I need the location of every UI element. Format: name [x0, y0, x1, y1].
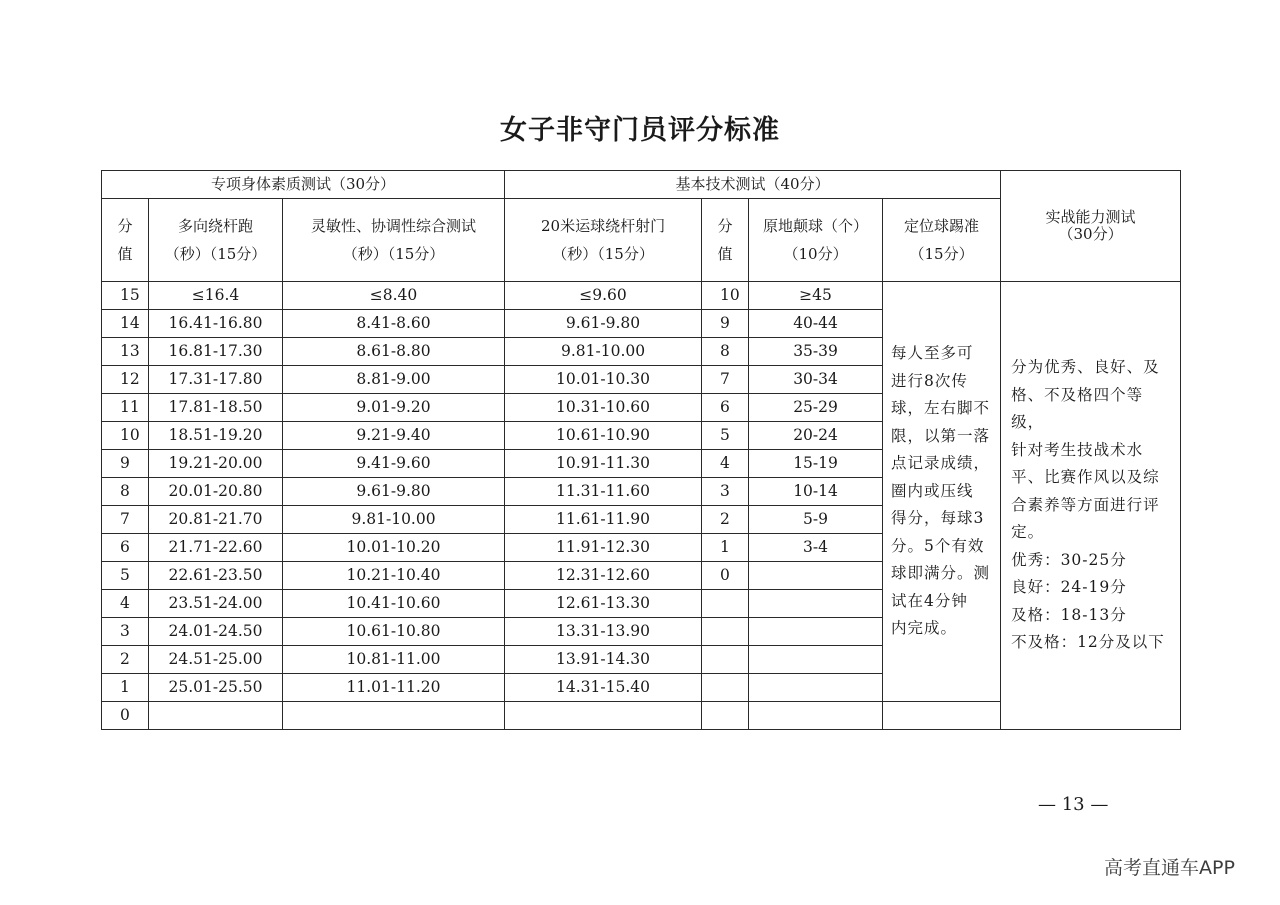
pole-run-cell: ≤16.4: [149, 282, 283, 310]
agility-header-line2: （秒）（15分）: [342, 245, 445, 263]
pole-run-cell: [149, 702, 283, 730]
agility-cell: 10.61-10.80: [283, 618, 505, 646]
agility-cell: 10.01-10.20: [283, 534, 505, 562]
technical-score-cell: 2: [702, 506, 749, 534]
technical-score-cell: [702, 674, 749, 702]
agility-cell: 10.41-10.60: [283, 590, 505, 618]
score-header-line1: 分: [117, 217, 133, 235]
page-title: 女子非守门员评分标准: [500, 115, 780, 146]
score-cell: 5: [102, 562, 149, 590]
technical-score-column-header: [702, 199, 749, 282]
agility-cell: 9.21-9.40: [283, 422, 505, 450]
juggle-cell: [749, 702, 883, 730]
pole-run-cell: 22.61-23.50: [149, 562, 283, 590]
pole-run-cell: 18.51-19.20: [149, 422, 283, 450]
agility-cell: [283, 702, 505, 730]
dribble-cell: 11.31-11.60: [505, 478, 702, 506]
dribble-cell: 14.31-15.40: [505, 674, 702, 702]
pole-run-cell: 23.51-24.00: [149, 590, 283, 618]
dribble-cell: 9.81-10.00: [505, 338, 702, 366]
juggle-header-line2: （10分）: [783, 245, 848, 263]
score-cell: 15: [102, 282, 149, 310]
practical-note: [1001, 282, 1181, 730]
pole-run-cell: 21.71-22.60: [149, 534, 283, 562]
pole-run-cell: 17.31-17.80: [149, 366, 283, 394]
agility-cell: 9.61-9.80: [283, 478, 505, 506]
dribble-cell: 13.31-13.90: [505, 618, 702, 646]
score-cell: 4: [102, 590, 149, 618]
technical-score-cell: [702, 646, 749, 674]
score-cell: 2: [102, 646, 149, 674]
group-practical-header: [1001, 171, 1181, 282]
group-header-row: [102, 171, 1181, 199]
pole-run-cell: 25.01-25.50: [149, 674, 283, 702]
technical-score-cell: 10: [702, 282, 749, 310]
pole-run-header-line1: 多向绕杆跑: [177, 217, 253, 235]
technical-score-cell: 7: [702, 366, 749, 394]
pole-run-cell: 20.01-20.80: [149, 478, 283, 506]
technical-score-cell: [702, 590, 749, 618]
juggle-cell: 25-29: [749, 394, 883, 422]
dribble-header-line1: 20米运球绕杆射门: [540, 217, 666, 235]
juggle-cell: [749, 646, 883, 674]
juggle-cell: 5-9: [749, 506, 883, 534]
score-cell: 13: [102, 338, 149, 366]
practical-note-line: 及格：18-13分: [1011, 605, 1127, 624]
kick-column-header: [883, 199, 1001, 282]
score-cell: 0: [102, 702, 149, 730]
juggle-cell: 35-39: [749, 338, 883, 366]
score-header-line2: 值: [117, 245, 133, 263]
dribble-cell: 12.31-12.60: [505, 562, 702, 590]
score-cell: 8: [102, 478, 149, 506]
juggle-cell: 30-34: [749, 366, 883, 394]
group-technical-header: 基本技术测试（40分）: [505, 171, 1001, 199]
score-cell: 6: [102, 534, 149, 562]
page-number: — 13 —: [1038, 794, 1109, 815]
technical-score-cell: 3: [702, 478, 749, 506]
pole-run-cell: 17.81-18.50: [149, 394, 283, 422]
agility-cell: 8.81-9.00: [283, 366, 505, 394]
juggle-header-line1: 原地颠球（个）: [763, 217, 869, 235]
technical-score-header-line2: 值: [717, 245, 733, 263]
agility-cell: 8.61-8.80: [283, 338, 505, 366]
score-cell: 12: [102, 366, 149, 394]
practical-note-line: 优秀：30-25分: [1011, 550, 1127, 569]
practical-note-line: 格、不及格四个等级，: [1011, 385, 1144, 432]
practical-note-line: 分为优秀、良好、及: [1011, 358, 1160, 377]
technical-score-cell: 8: [702, 338, 749, 366]
watermark: 高考直通车APP: [1104, 857, 1235, 879]
pole-run-cell: 24.51-25.00: [149, 646, 283, 674]
juggle-cell: 10-14: [749, 478, 883, 506]
kick-header-line1: 定位球踢准: [904, 217, 980, 235]
scoring-table: [101, 170, 1181, 730]
dribble-cell: 11.61-11.90: [505, 506, 702, 534]
technical-score-cell: [702, 618, 749, 646]
dribble-cell: [505, 702, 702, 730]
practical-header-line1: 实战能力测试: [1045, 207, 1136, 226]
juggle-cell: 3-4: [749, 534, 883, 562]
juggle-cell: [749, 618, 883, 646]
technical-score-header-line1: 分: [717, 217, 733, 235]
juggle-cell: [749, 562, 883, 590]
score-cell: 11: [102, 394, 149, 422]
score-cell: 14: [102, 310, 149, 338]
juggle-cell: 20-24: [749, 422, 883, 450]
agility-cell: 9.81-10.00: [283, 506, 505, 534]
dribble-column-header: [505, 199, 702, 282]
agility-cell: 9.01-9.20: [283, 394, 505, 422]
technical-score-cell: 4: [702, 450, 749, 478]
pole-run-header-line2: （秒）（15分）: [164, 245, 267, 263]
technical-score-cell: 1: [702, 534, 749, 562]
juggle-column-header: [749, 199, 883, 282]
dribble-cell: ≤9.60: [505, 282, 702, 310]
table-row: [102, 282, 1181, 310]
kick-empty-cell: [883, 702, 1001, 730]
agility-cell: 11.01-11.20: [283, 674, 505, 702]
pole-run-cell: 24.01-24.50: [149, 618, 283, 646]
practical-note-line: 针对考生技战术水: [1011, 440, 1144, 459]
technical-score-cell: 0: [702, 562, 749, 590]
practical-note-line: 合素养等方面进行评: [1011, 495, 1160, 514]
dribble-cell: 10.01-10.30: [505, 366, 702, 394]
agility-column-header: [283, 199, 505, 282]
score-cell: 10: [102, 422, 149, 450]
agility-cell: ≤8.40: [283, 282, 505, 310]
dribble-cell: 12.61-13.30: [505, 590, 702, 618]
practical-note-line: 良好：24-19分: [1011, 578, 1127, 597]
agility-cell: 8.41-8.60: [283, 310, 505, 338]
agility-cell: 10.21-10.40: [283, 562, 505, 590]
agility-cell: 9.41-9.60: [283, 450, 505, 478]
technical-score-cell: 9: [702, 310, 749, 338]
juggle-cell: [749, 590, 883, 618]
agility-header-line1: 灵敏性、协调性综合测试: [311, 217, 477, 235]
dribble-header-line2: （秒）（15分）: [552, 245, 654, 263]
practical-note-line: 不及格：12分及以下: [1011, 633, 1165, 652]
dribble-cell: 9.61-9.80: [505, 310, 702, 338]
score-column-header: [102, 199, 149, 282]
pole-run-cell: 16.41-16.80: [149, 310, 283, 338]
score-cell: 1: [102, 674, 149, 702]
juggle-cell: 15-19: [749, 450, 883, 478]
dribble-cell: 10.91-11.30: [505, 450, 702, 478]
practical-header-line2: （30分）: [1058, 225, 1123, 243]
kick-note: 每人至多可 进行8次传 球，左右脚不 限，以第一落 点记录成绩， 圈内或压线 得分，每球3 分。5个有效 球即满分。测 试在4分钟 内完成。: [883, 282, 1001, 702]
juggle-cell: [749, 674, 883, 702]
pole-run-column-header: [149, 199, 283, 282]
practical-note-line: 定。: [1011, 523, 1045, 542]
pole-run-cell: 16.81-17.30: [149, 338, 283, 366]
juggle-cell: ≥45: [749, 282, 883, 310]
pole-run-cell: 19.21-20.00: [149, 450, 283, 478]
group-physical-header: 专项身体素质测试（30分）: [102, 171, 505, 199]
kick-header-line2: （15分）: [909, 245, 974, 263]
score-cell: 9: [102, 450, 149, 478]
pole-run-cell: 20.81-21.70: [149, 506, 283, 534]
juggle-cell: 40-44: [749, 310, 883, 338]
practical-note-line: 平、比赛作风以及综: [1011, 468, 1160, 487]
score-cell: 3: [102, 618, 149, 646]
dribble-cell: 10.61-10.90: [505, 422, 702, 450]
agility-cell: 10.81-11.00: [283, 646, 505, 674]
dribble-cell: 13.91-14.30: [505, 646, 702, 674]
dribble-cell: 11.91-12.30: [505, 534, 702, 562]
dribble-cell: 10.31-10.60: [505, 394, 702, 422]
technical-score-cell: 5: [702, 422, 749, 450]
score-cell: 7: [102, 506, 149, 534]
technical-score-cell: 6: [702, 394, 749, 422]
technical-score-cell: [702, 702, 749, 730]
